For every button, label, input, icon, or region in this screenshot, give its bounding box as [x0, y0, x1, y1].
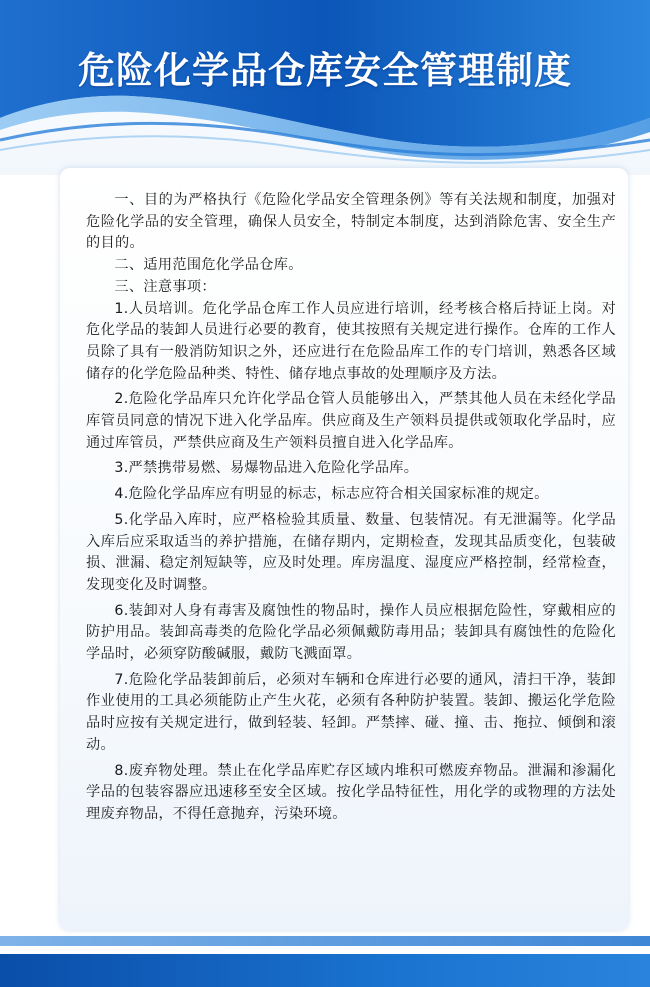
paragraph-item-1: 1.人员培训。危化学品仓库工作人员应进行培训，经考核合格后持证上岗。对危化学品的装卸人员进行必要的教育，使其按照有关规定进行操作。仓库的工作人员除了具有一般消防知识之外，还应进行在危险品库工作的专门培训，熟悉各区域储存的化学危险品种类、特性、储存地点事故的处理顺序及方法。 [86, 300, 616, 382]
paragraph-notes-heading: 三、注意事项： [114, 278, 216, 295]
footer-stripe-light [0, 936, 650, 946]
paragraph-purpose: 一、目的为严格执行《危险化学品安全管理条例》等有关法规和制度，加强对危险化学品的安全管理，确保人员安全，特制定本制度，达到消除危害、安全生产的目的。 [86, 192, 616, 252]
paragraph-item-8: 8.废弃物处理。禁止在化学品库贮存区域内堆积可燃废弃物品。泄漏和渗漏化学品的包装容器应迅速移至安全区域。按化学品特征性，用化学的或物理的方法处理废弃物品，不得任意抛弃，污染环境。 [86, 762, 616, 822]
paragraph-item-5: 5.化学品入库时，应严格检验其质量、数量、包装情况。有无泄漏等。化学品入库后应采取适当的养护措施，在储存期内，定期检查，发现其品质变化，包装破损、泄漏、稳定剂短缺等，应及时处理。库房温度、湿度应严格控制，经常检查，发现变化及时调整。 [86, 511, 616, 593]
paragraph-item-3: 3.严禁携带易燃、易爆物品进入危险化学品库。 [114, 460, 419, 477]
paragraph-item-7: 7.危险化学品装卸前后，必须对车辆和仓库进行必要的通风，清扫干净，装卸作业使用的工具必须能防止产生火花，必须有各种防护装置。装卸、搬运化学危险品时应按有关规定进行，做到轻装、轻卸。严禁摔、碰、撞、击、拖拉、倾倒和滚动。 [86, 671, 616, 753]
paragraph-item-4: 4.危险化学品库应有明显的标志，标志应符合相关国家标准的规定。 [114, 486, 549, 503]
paragraph-item-6: 6.装卸对人身有毒害及腐蚀性的物品时，操作人员应根据危险性，穿戴相应的防护用品。装卸高毒类的危险化学品必须佩戴防毒用品；装卸具有腐蚀性的危险化学品时，必须穿防酸碱服，戴防飞溅面罩。 [86, 602, 616, 663]
paragraph-scope: 二、适用范围危化学品仓库。 [114, 257, 303, 274]
page-title: 危险化学品仓库安全管理制度 [78, 49, 572, 92]
paragraph-item-2: 2.危险化学品库只允许化学品仓管人员能够出入，严禁其他人员在未经化学品库管员同意的情况下进入化学品库。供应商及生产领料员提供或领取化学品时，应通过库管员，严禁供应商及生产领料员擅自进入化学品库。 [86, 391, 616, 451]
footer-stripe-dark [0, 954, 650, 987]
document-body [86, 190, 616, 826]
header-banner [0, 0, 650, 175]
